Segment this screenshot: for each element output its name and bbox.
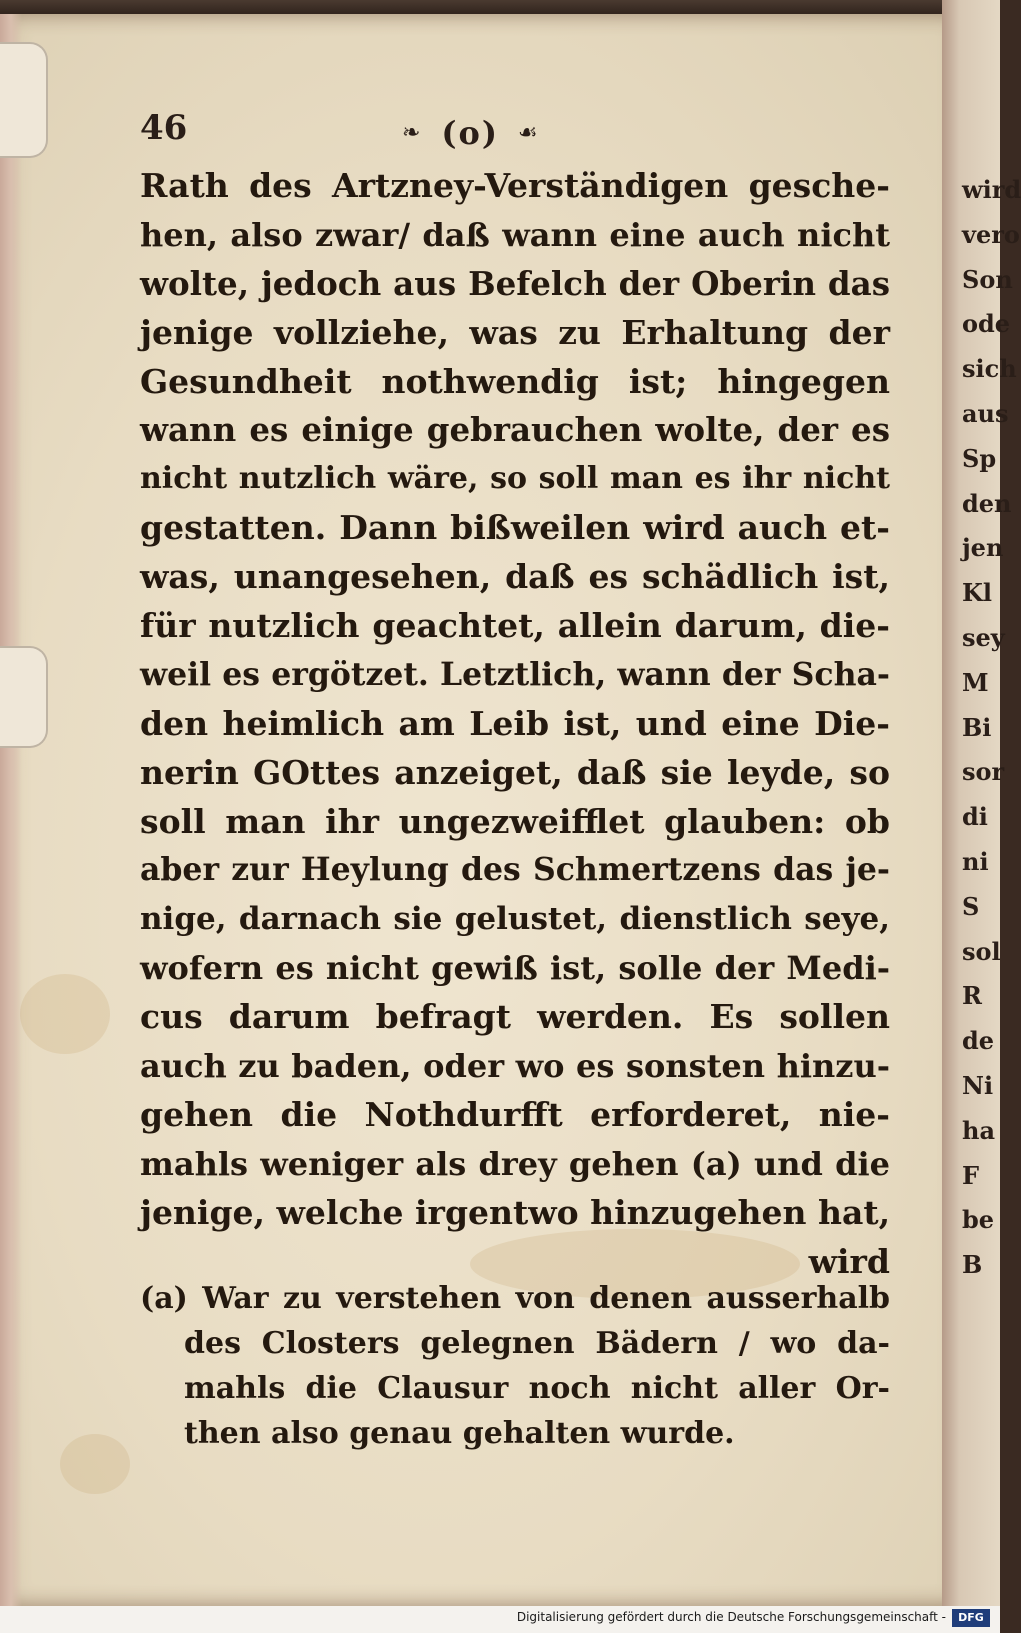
- text-line: gestatten. Dann bißweilen wird auch et-: [140, 508, 890, 548]
- header-ornament: [402, 114, 802, 152]
- text-line: gehen die Nothdurfft erforderet, nie-: [140, 1094, 890, 1134]
- facing-page-fragment: be: [962, 1205, 995, 1235]
- footnote-line: then also genau gehalten wurde.: [184, 1416, 735, 1451]
- text-line: wann es einige gebrauchen wolte, der es: [140, 410, 890, 450]
- text-line: Gesundheit nothwendig ist; hingegen: [140, 361, 890, 401]
- facing-page-fragment: sor: [962, 757, 1005, 787]
- footnote-line: mahls die Clausur noch nicht aller Or-: [184, 1371, 890, 1406]
- facing-page-fragment: R: [962, 981, 982, 1011]
- facing-page-fragment: Kl: [962, 578, 992, 608]
- text-line: Rath des Artzney-Verständigen gesche-: [140, 166, 890, 205]
- facing-page-fragment: jen: [962, 533, 1004, 563]
- text-line: mahls weniger als drey gehen (a) und die: [140, 1144, 890, 1183]
- text-line: weil es ergötzet. Letztlich, wann der Scha-: [140, 655, 890, 693]
- footnote-block: [140, 1276, 890, 1456]
- text-line: wofern es nicht gewiß ist, solle der Medi-: [140, 949, 890, 988]
- text-line: nige, darnach sie gelustet, dienstlich seye,: [140, 901, 890, 938]
- facing-page-fragment: sey: [962, 622, 1005, 652]
- facing-page-fragment: Bi: [962, 712, 992, 742]
- facing-page-fragment: di: [962, 802, 988, 832]
- facing-page-fragment: de: [962, 1026, 995, 1056]
- page-clip-middle: [0, 646, 48, 748]
- page-gutter-edge: [0, 14, 22, 1606]
- header-signature-mark: (o): [441, 114, 499, 152]
- facing-page-fragment: Sp: [962, 443, 997, 473]
- text-line: aber zur Heylung des Schmertzens das je-: [140, 851, 890, 889]
- facing-page-fragment: Son: [962, 264, 1013, 294]
- page-header: [140, 108, 900, 160]
- left-ornament-icon: ❧: [402, 120, 423, 146]
- text-line: was, unangesehen, daß es schädlich ist,: [140, 557, 890, 597]
- text-line: hen, also zwar/ daß wann eine auch nicht: [140, 215, 890, 254]
- dfg-logo: DFG: [952, 1609, 990, 1627]
- facing-page-fragment: ha: [962, 1115, 995, 1145]
- footnote-line: des Closters gelegnen Bädern / wo da-: [184, 1326, 890, 1361]
- digitization-credit: Digitalisierung gefördert durch die Deutsche Forschungsgemeinschaft -: [516, 1610, 946, 1624]
- facing-page-fragment: sich: [962, 354, 1017, 384]
- text-line: nerin GOttes anzeiget, daß sie leyde, so: [140, 752, 890, 792]
- paper-stain: [60, 1434, 130, 1494]
- facing-page-fragment: S: [962, 891, 980, 921]
- facing-page-fragment: B: [962, 1250, 983, 1280]
- facing-page-fragment: vero: [962, 219, 1020, 249]
- footnote-line: (a) War zu verstehen von denen ausserhalb: [140, 1281, 890, 1316]
- text-line: soll man ihr ungezweifflet glauben: ob: [140, 801, 890, 841]
- text-line: auch zu baden, oder wo es sonsten hinzu-: [140, 1047, 890, 1086]
- facing-page-fragment: aus: [962, 398, 1009, 428]
- page-clip-top: [0, 42, 48, 158]
- facing-page-fragment: Ni: [962, 1070, 994, 1100]
- facing-page-fragment: ode: [962, 309, 1011, 339]
- facing-page-fragment: F: [962, 1160, 980, 1190]
- text-line: jenige vollziehe, was zu Erhaltung der: [140, 312, 890, 352]
- facing-page-fragment: wird: [962, 175, 1021, 204]
- main-text-block: [140, 162, 890, 1286]
- catchword: wird: [808, 1241, 890, 1281]
- text-line: cus darum befragt werden. Es sollen: [140, 997, 890, 1037]
- right-ornament-icon: ☙: [517, 120, 540, 146]
- facing-page-fragment: ni: [962, 846, 989, 876]
- facing-page-fragment: sol: [962, 936, 1001, 966]
- facing-page-fragment: den: [962, 488, 1012, 518]
- text-line: den heimlich am Leib ist, und eine Die-: [140, 703, 890, 743]
- text-line: für nutzlich geachtet, allein darum, die-: [140, 606, 890, 646]
- facing-page-fragment: M: [962, 667, 989, 697]
- text-line: nicht nutzlich wäre, so soll man es ihr nicht: [140, 461, 890, 497]
- paper-stain: [20, 974, 110, 1054]
- text-line: wolte, jedoch aus Befelch der Oberin das: [140, 263, 890, 303]
- facing-page-text-fragments: [962, 168, 1021, 1288]
- page-number: 46: [140, 108, 188, 148]
- text-line: jenige, welche irgentwo hinzugehen hat,: [140, 1192, 891, 1232]
